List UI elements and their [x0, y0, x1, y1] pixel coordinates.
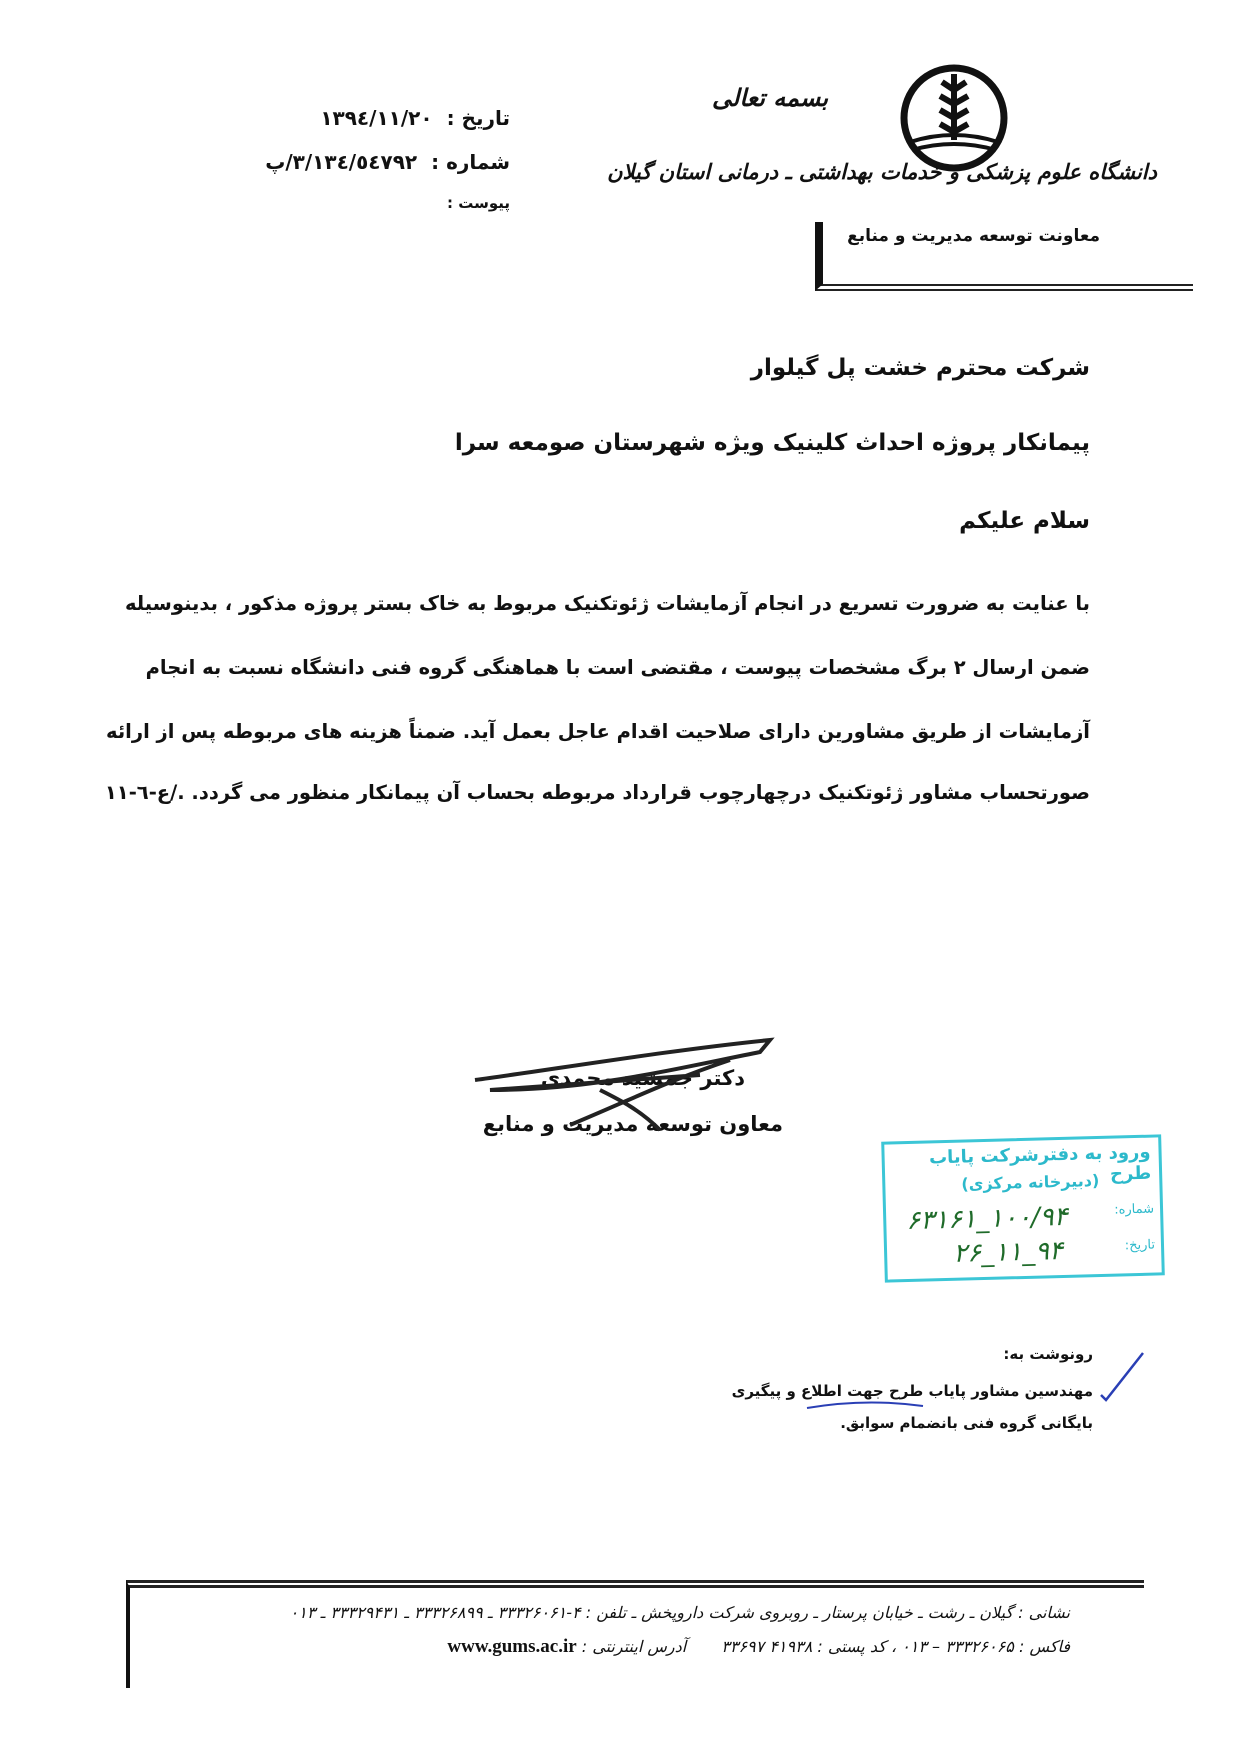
body-line: ضمن ارسال ۲ برگ مشخصات پیوست ، مقتضی است با هماهنگی گروه فنی دانشگاه نسبت به انجام: [145, 656, 1090, 679]
body-line: با عنایت به ضرورت تسریع در انجام آزمایشات ژئوتکنیک مربوط به خاک بستر پروژه مذکور ، بدینوسیله: [124, 592, 1090, 615]
stamp-number-value: ۱۰۰/۹۴_۶۳۱۶۱: [905, 1201, 1069, 1237]
number-value: ۳/۱۳٤/٥٤۷۹۲/پ: [265, 150, 418, 174]
footer-contact: [447, 1636, 1070, 1658]
signatory-title: معاون توسعه مدیریت و منابع: [482, 1112, 783, 1136]
number-label: شماره :: [431, 150, 510, 174]
recipient-role: پیمانکار پروژه احداث کلینیک ویژه شهرستان صومعه سرا: [454, 430, 1090, 456]
university-name: دانشگاه علوم پزشکی و خدمات بهداشتی ـ درمانی استان گیلان: [607, 160, 1157, 184]
body-line: صورتحساب مشاور ژئوتکنیک درچهارچوب قرارداد مربوطه بحساب آن پیمانکار منظور می گردد. ./ع-٦-١١: [104, 781, 1090, 804]
body-line: آزمایشات از طریق مشاورین دارای صلاحیت اقدام عاجل بعمل آید. ضمناً هزینه های مربوطه پس از ارائه: [106, 720, 1090, 743]
received-stamp: [881, 1134, 1165, 1282]
cc-label: رونوشت به:: [1003, 1345, 1093, 1363]
pen-underline: [805, 1398, 925, 1412]
footer-website-link[interactable]: www.gums.ac.ir: [447, 1636, 577, 1657]
stamp-subtitle: (دبیرخانه مرکزی): [961, 1170, 1100, 1194]
pen-check-mark-icon: [1098, 1350, 1148, 1405]
greeting: سلام علیکم: [959, 508, 1090, 534]
handwritten-signature: [470, 1030, 780, 1140]
university-logo-icon: [898, 62, 1010, 174]
date-value: ۱۳۹٤/۱۱/۲۰: [320, 106, 433, 130]
department-name: معاونت توسعه مدیریت و منابع: [847, 226, 1100, 246]
stamp-title: ورود به دفترشرکت پایاب طرح: [928, 1141, 1152, 1185]
footer-web-label: آدرس اینترنتی :: [581, 1637, 687, 1656]
footer-fax-postal: فاکس : ۳۳۳۲۶۰۶۵ – ۰۱۳ ، کد پستی : ۴۱۹۳۸ ۳۳۶۹۷: [721, 1637, 1070, 1656]
stamp-date-value: ۹۴_۱۱_۲۶: [952, 1235, 1064, 1269]
letter-number: [265, 150, 510, 174]
basmala: بسمه تعالی: [712, 84, 829, 112]
signatory-name: دکتر جمشید محمدی: [540, 1066, 745, 1090]
recipient-company: شرکت محترم خشت پل گیلوار: [750, 355, 1090, 381]
footer-frame: [126, 1580, 1144, 1688]
attachment-label: پیوست :: [446, 194, 510, 212]
stamp-number-label: شماره:: [1114, 1201, 1155, 1218]
cc-item: بایگانی گروه فنی بانضمام سوابق.: [840, 1414, 1093, 1432]
stamp-date-label: تاریخ:: [1124, 1237, 1156, 1254]
footer-address: نشانی : گیلان ـ رشت ـ خیابان پرستار ـ روبروی شرکت داروپخش ـ تلفن : ۴-۳۳۳۲۶۰۶۱ ـ ۳۳۳۲۶۸۹۹ ـ ۳۳۳۲۹۴۳۱ ـ ۰۱۳: [289, 1603, 1070, 1622]
cc-item: مهندسین مشاور پایاب طرح جهت اطلاع و پیگیری: [731, 1382, 1093, 1400]
letter-date: [320, 106, 510, 130]
date-label: تاریخ :: [446, 106, 510, 130]
